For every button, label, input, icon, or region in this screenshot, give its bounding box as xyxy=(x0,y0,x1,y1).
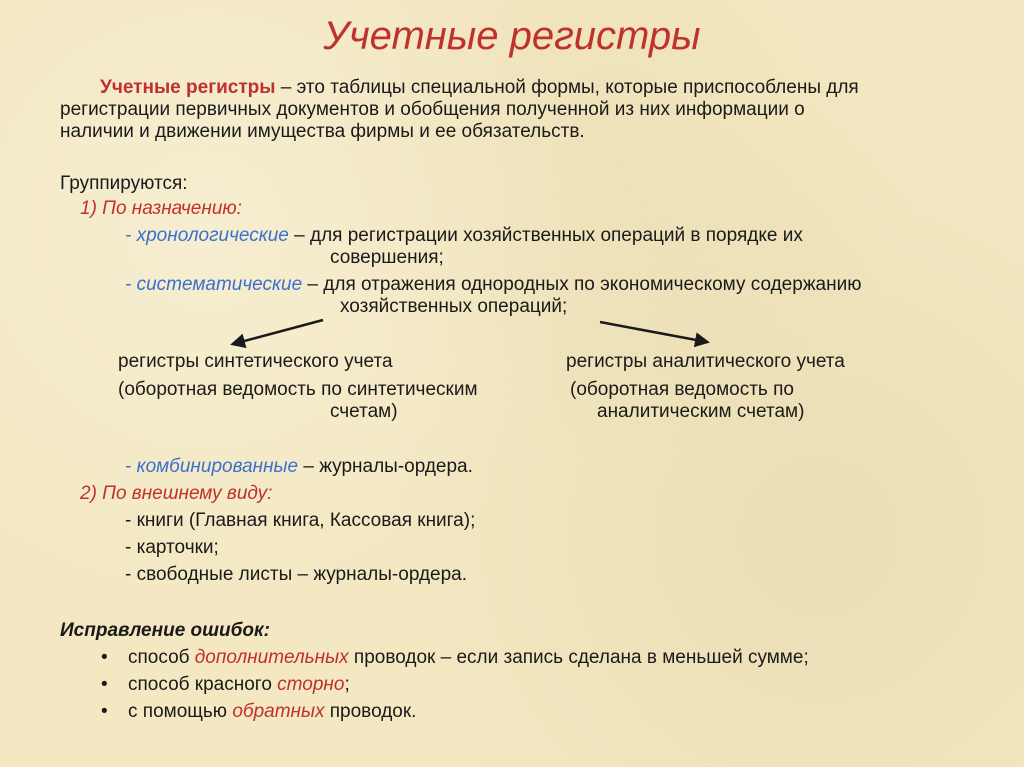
definition-rest: – это таблицы специальной формы, которые приспособлены для xyxy=(275,77,859,98)
bullet-icon: • xyxy=(101,701,108,722)
correction-3-pre: с помощью xyxy=(128,701,233,722)
analytic-label: регистры аналитического учета xyxy=(566,351,845,372)
system-desc-cont: хозяйственных операций; xyxy=(340,296,568,317)
arrow-right xyxy=(600,322,707,342)
correction-2-em: сторно xyxy=(277,674,345,695)
definition-term: Учетные регистры xyxy=(100,77,276,98)
correction-1-em: дополнительных xyxy=(194,647,349,668)
correction-item-3 xyxy=(128,700,416,724)
correction-1-post: проводок – если запись сделана в меньшей сумме; xyxy=(348,647,809,668)
bullet-icon: • xyxy=(101,647,108,668)
definition-line-2: регистрации первичных документов и обобщения полученной из них информации о xyxy=(60,99,805,120)
corrections-heading: Исправление ошибок: xyxy=(60,620,270,641)
bullet-icon: • xyxy=(101,674,108,695)
arrow-left xyxy=(233,320,323,344)
group2-heading: 2) По внешнему виду: xyxy=(80,483,273,504)
group2-item-books: - книги (Главная книга, Кассовая книга); xyxy=(125,510,476,531)
synthetic-note-1: (оборотная ведомость по синтетическим xyxy=(118,379,478,400)
chrono-desc-cont: совершения; xyxy=(330,247,444,268)
correction-3-post: проводок. xyxy=(324,701,417,722)
definition-line-3: наличии и движении имущества фирмы и ее обязательств. xyxy=(60,121,585,142)
analytic-note-2: аналитическим счетам) xyxy=(597,401,805,422)
group1-heading: 1) По назначению: xyxy=(80,198,242,219)
group2-item-cards: - карточки; xyxy=(125,537,219,558)
correction-1-pre: способ xyxy=(128,647,195,668)
grouped-label: Группируются: xyxy=(60,173,188,194)
system-term: - систематические xyxy=(125,274,303,295)
correction-2-post: ; xyxy=(344,674,350,695)
chrono-desc: – для регистрации хозяйственных операций в порядке их xyxy=(288,225,803,246)
correction-3-em: обратных xyxy=(232,701,325,722)
chrono-term: - хронологические xyxy=(125,225,289,246)
correction-item-1 xyxy=(128,646,809,670)
system-desc: – для отражения однородных по экономическому содержанию xyxy=(302,274,862,295)
combined-line xyxy=(125,455,473,479)
synthetic-label: регистры синтетического учета xyxy=(118,351,393,372)
analytic-note-1: (оборотная ведомость по xyxy=(570,379,794,400)
correction-2-pre: способ красного xyxy=(128,674,278,695)
synthetic-note-2: счетам) xyxy=(330,401,398,422)
combined-term: - комбинированные xyxy=(125,456,299,477)
combined-desc: – журналы-ордера. xyxy=(298,456,473,477)
slide-title: Учетные регистры xyxy=(323,14,701,58)
group2-item-sheets: - свободные листы – журналы-ордера. xyxy=(125,564,468,585)
correction-item-2 xyxy=(128,673,350,697)
